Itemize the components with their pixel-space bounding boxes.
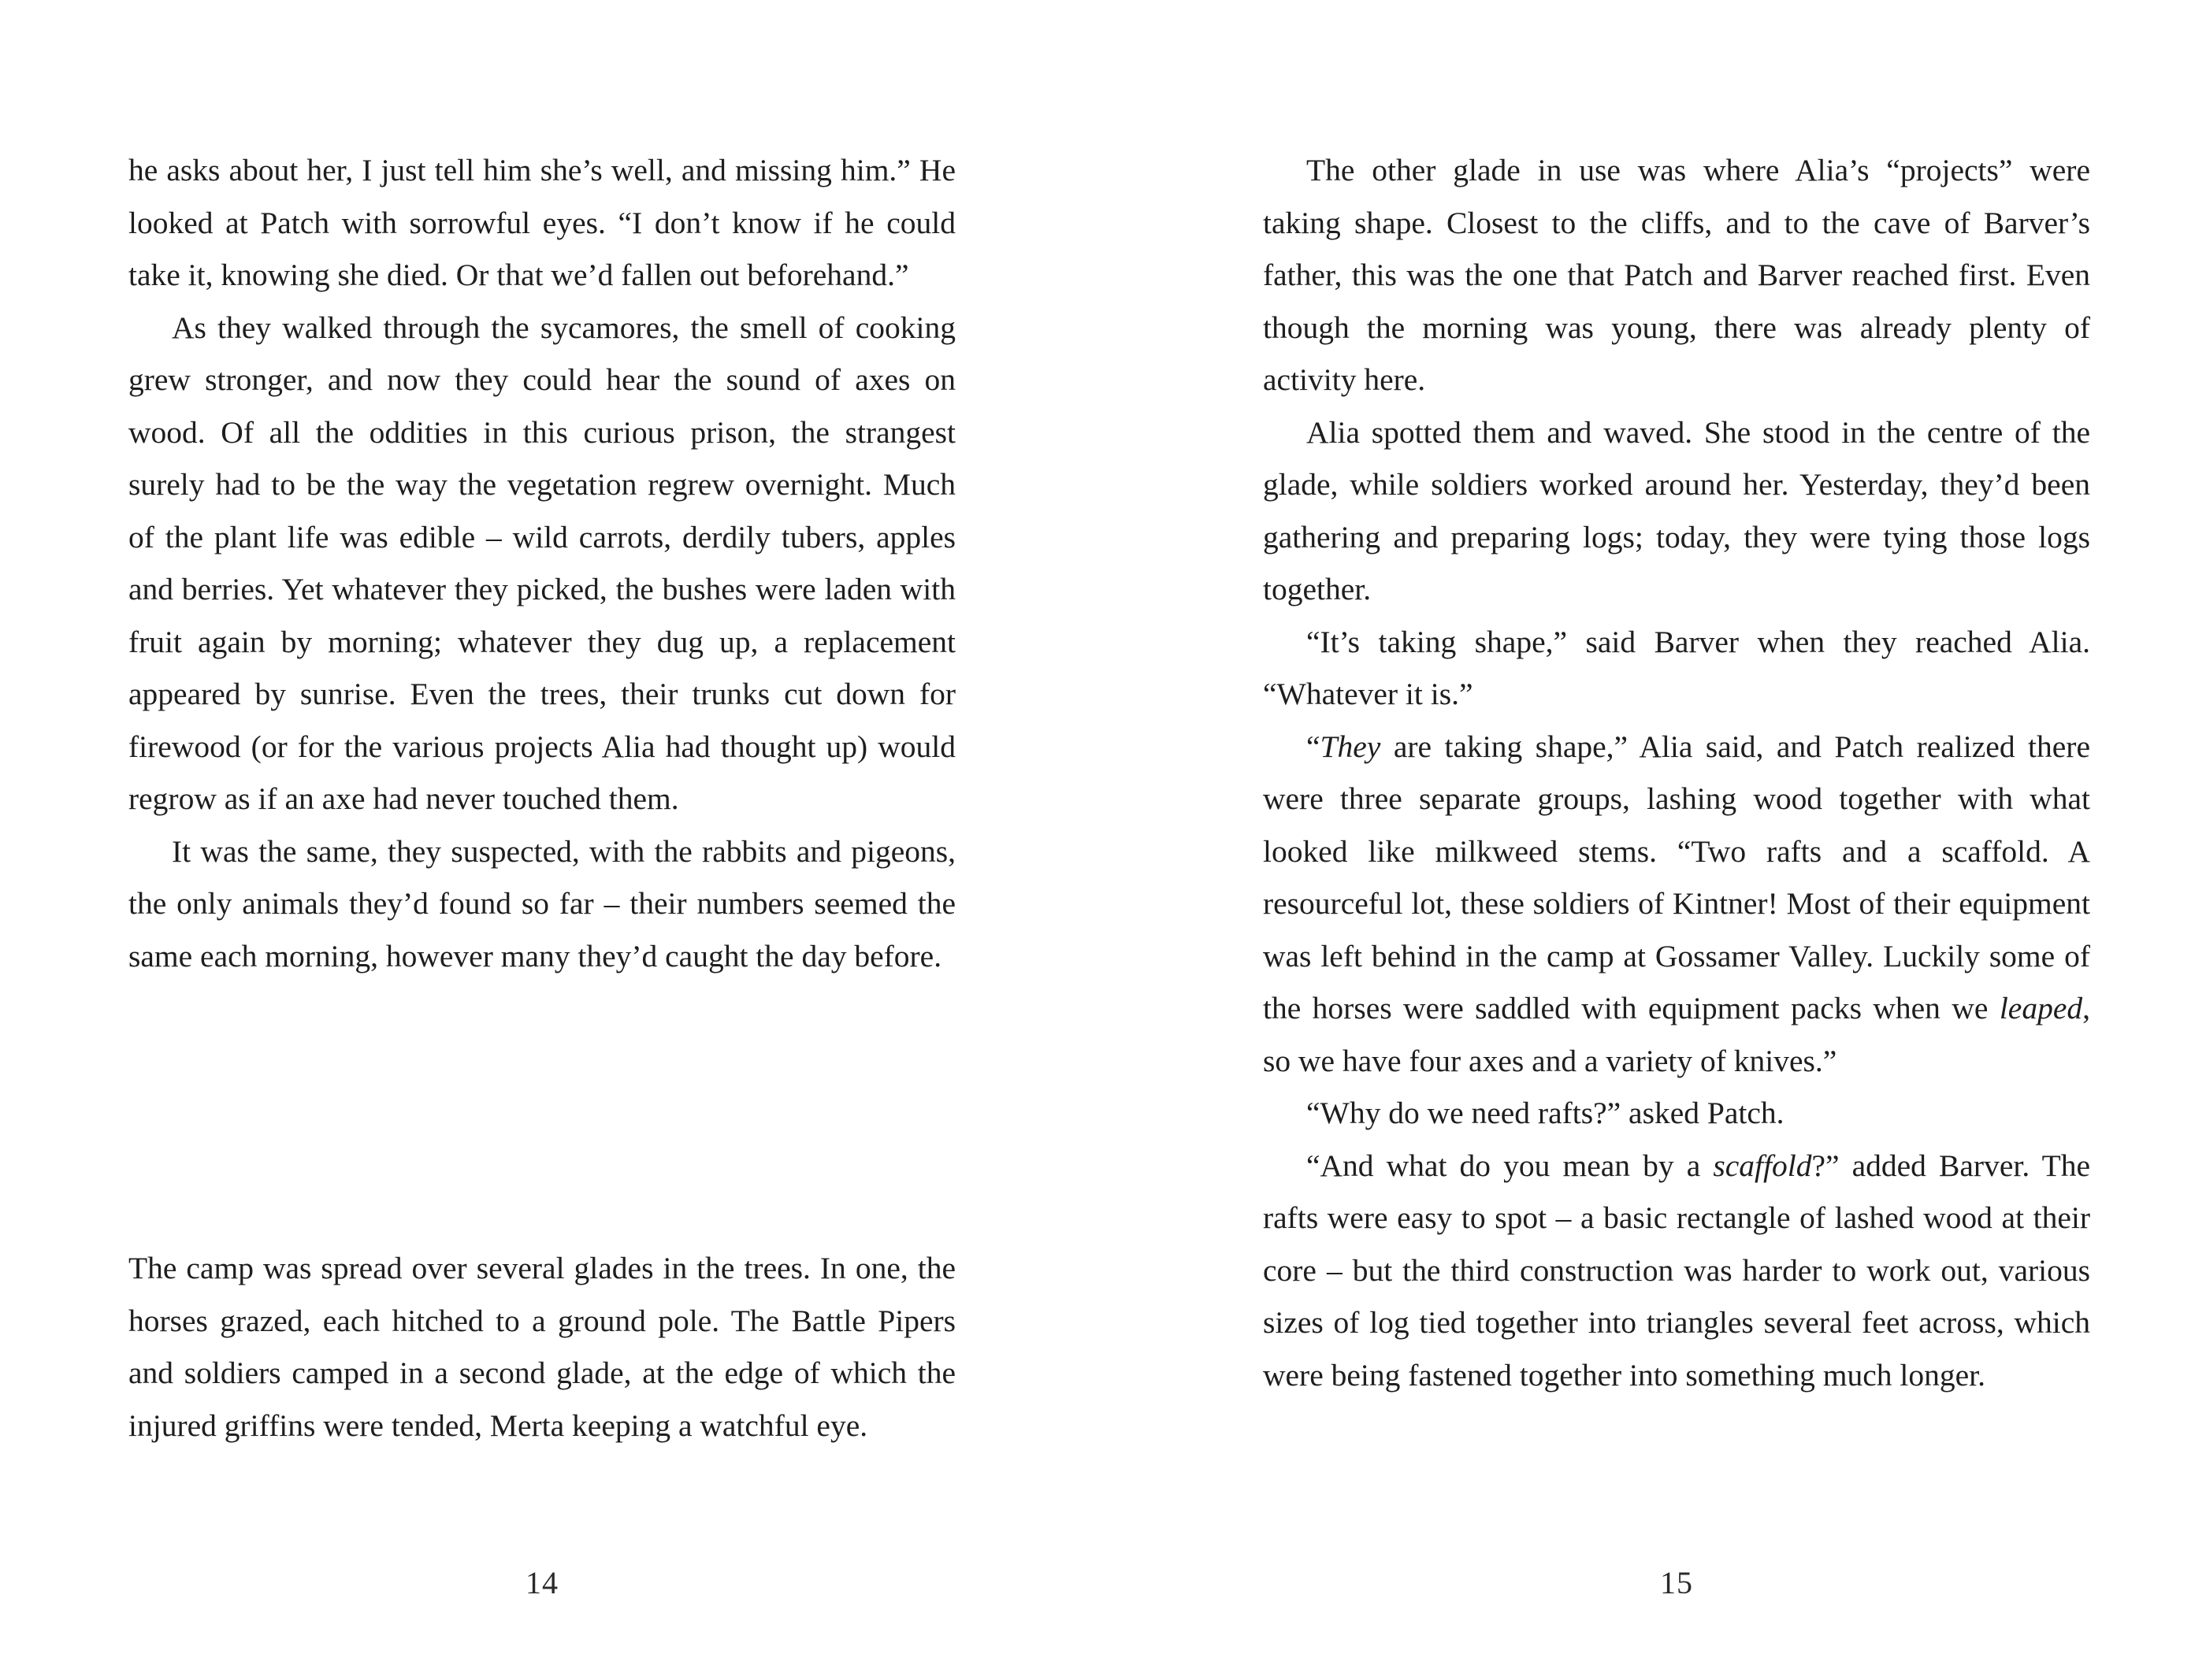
paragraph xyxy=(1263,1140,2090,1402)
section-opening-paragraph: The camp was spread over several glades in the trees. In one, the horses grazed, each hitched to a ground pole. The Battle Pipers and soldiers camped in a second glade, at the edge of which the injured griffins were tended, Merta keeping a watchful eye. xyxy=(128,1251,956,1443)
italic-text: leaped xyxy=(1999,991,2083,1025)
paragraph: Alia spotted them and waved. She stood in the centre of the glade, while soldiers worked around her. Yesterday, they’d been gathering and preparing logs; today, they were tying those logs together. xyxy=(1263,414,2090,606)
left-page-section-text xyxy=(128,1242,956,1452)
italic-text: They xyxy=(1320,729,1381,764)
italic-text: scaffold xyxy=(1713,1148,1812,1183)
paragraph xyxy=(1263,721,2090,1088)
text-run: “And what do you mean by a xyxy=(1306,1148,1714,1183)
right-page xyxy=(1103,0,2206,1680)
page-number: 14 xyxy=(526,1565,559,1600)
left-page-text xyxy=(128,144,956,982)
paragraph: “Why do we need rafts?” asked Patch. xyxy=(1306,1096,1784,1130)
paragraph: It was the same, they suspected, with the rabbits and pigeons, the only animals they’d found so far – their numbers seemed the same each morning, however many they’d caught the day before. xyxy=(128,833,956,974)
page-number: 15 xyxy=(1660,1565,1693,1600)
text-run: ?” added Barver. The rafts were easy to spot – a basic rectangle of lashed wood at their core – but the third construction was harder to work out, various sizes of log tied together into triangles several feet across, which were being fastened together into something much longer. xyxy=(1263,1148,2090,1393)
paragraph: “It’s taking shape,” said Barver when they reached Alia. “Whatever it is.” xyxy=(1263,624,2090,711)
paragraph: The other glade in use was where Alia’s “projects” were taking shape. Closest to the cliffs, and to the cave of Barver’s father, this was the one that Patch and Barver reached first. Even though the morning was young, there was already plenty of activity here. xyxy=(1263,153,2090,397)
paragraph: he asks about her, I just tell him she’s well, and missing him.” He looked at Patch with sorrowful eyes. “I don’t know if he could take it, knowing she died. Or that we’d fallen out beforehand.” xyxy=(128,153,956,292)
text-run: are taking shape,” Alia said, and Patch realized there were three separate groups, lashing wood together with what looked like milkweed stems. “Two rafts and a scaffold. A resourceful lot, these soldiers of Kintner! Most of their equipment was left behind in the camp at Gossamer Valley. Luckily some of the horses were saddled with equipment packs when we xyxy=(1263,729,2090,1025)
text-run: , so we have four axes and a variety of knives.” xyxy=(1263,991,2090,1078)
right-page-text xyxy=(1263,144,2090,1401)
paragraph: As they walked through the sycamores, the smell of cooking grew stronger, and now they could hear the sound of axes on wood. Of all the oddities in this curious prison, the strangest surely had to be the way the vegetation regrew overnight. Much of the plant life was edible – wild carrots, derdily tubers, apples and berries. Yet whatever they picked, the bushes were laden with fruit again by morning; whatever they dug up, a replacement appeared by sunrise. Even the trees, their trunks cut down for firewood (or for the various projects Alia had thought up) would regrow as if an axe had never touched them. xyxy=(128,310,956,816)
text-run: “ xyxy=(1306,729,1320,764)
